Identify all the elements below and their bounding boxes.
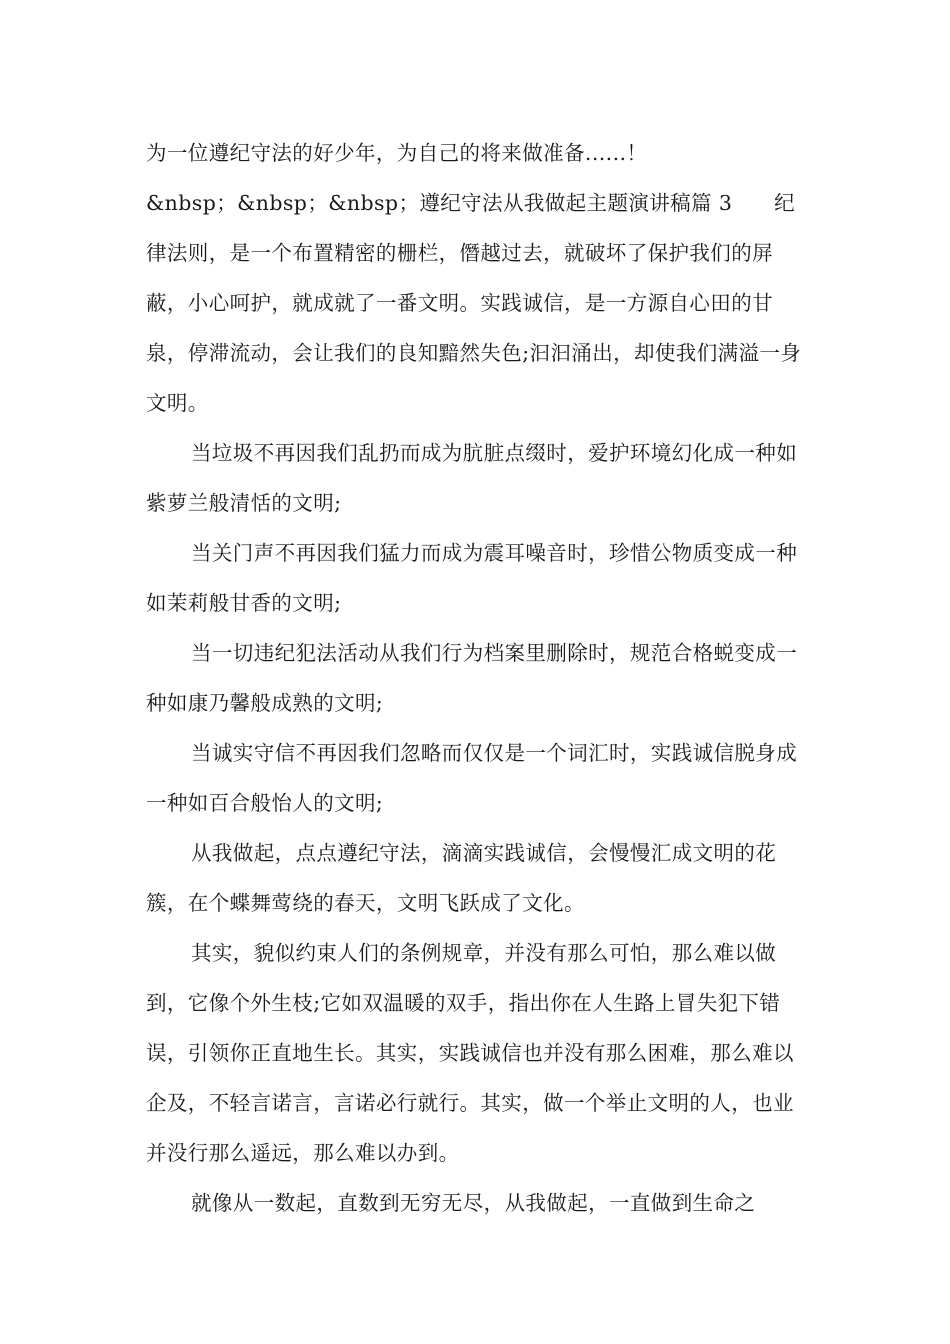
body-paragraph: 从我做起，点点遵纪守法，滴滴实践诚信，会慢慢汇成文明的花簇，在个蝶舞莺绕的春天，文明飞跃成了文化。 (146, 841, 777, 915)
text-line: 为一位遵纪守法的好少年，为自己的将来做准备......！ (146, 141, 648, 165)
body-paragraph: 当关门声不再因我们猛力而成为震耳噪音时，珍惜公物质变成一种如茉莉般甘香的文明; (146, 541, 798, 615)
body-paragraph: 当诚实守信不再因我们忽略而仅仅是一个词汇时，实践诚信脱身成一种如百合般怡人的文明; (146, 741, 798, 815)
section-heading-paragraph: &nbsp；&nbsp；&nbsp；遵纪守法从我做起主题演讲稿篇 3 纪律法则，是一个布置精密的栅栏，僭越过去，就破坏了保护我们的屏蔽，小心呵护，就成就了一番文明。实践诚信，是一方源自心田的甘泉，停滞流动，会让我们的良知黯然失色;汩汩涌出，却使我们满溢一身文明。 (146, 191, 802, 415)
document-body (146, 128, 808, 1228)
body-paragraph: 其实，貌似约束人们的条例规章，并没有那么可怕，那么难以做到，它像个外生枝;它如双温暖的双手，指出你在人生路上冒失犯下错误，引领你正直地生长。其实，实践诚信也并没有那么困难，那么难以企及，不轻言诺言，言诺必行就行。其实，做一个举止文明的人，也业并没行那么遥远，那么难以办到。 (146, 941, 794, 1165)
body-paragraph: 就像从一数起，直数到无穷无尽，从我做起，一直做到生命之 (191, 1191, 756, 1215)
body-paragraph: 当垃圾不再因我们乱扔而成为肮脏点缀时，爱护环境幻化成一种如紫萝兰般清恬的文明; (146, 441, 798, 515)
body-paragraph: 当一切违纪犯法活动从我们行为档案里删除时，规范合格蜕变成一种如康乃馨般成熟的文明; (146, 641, 798, 715)
